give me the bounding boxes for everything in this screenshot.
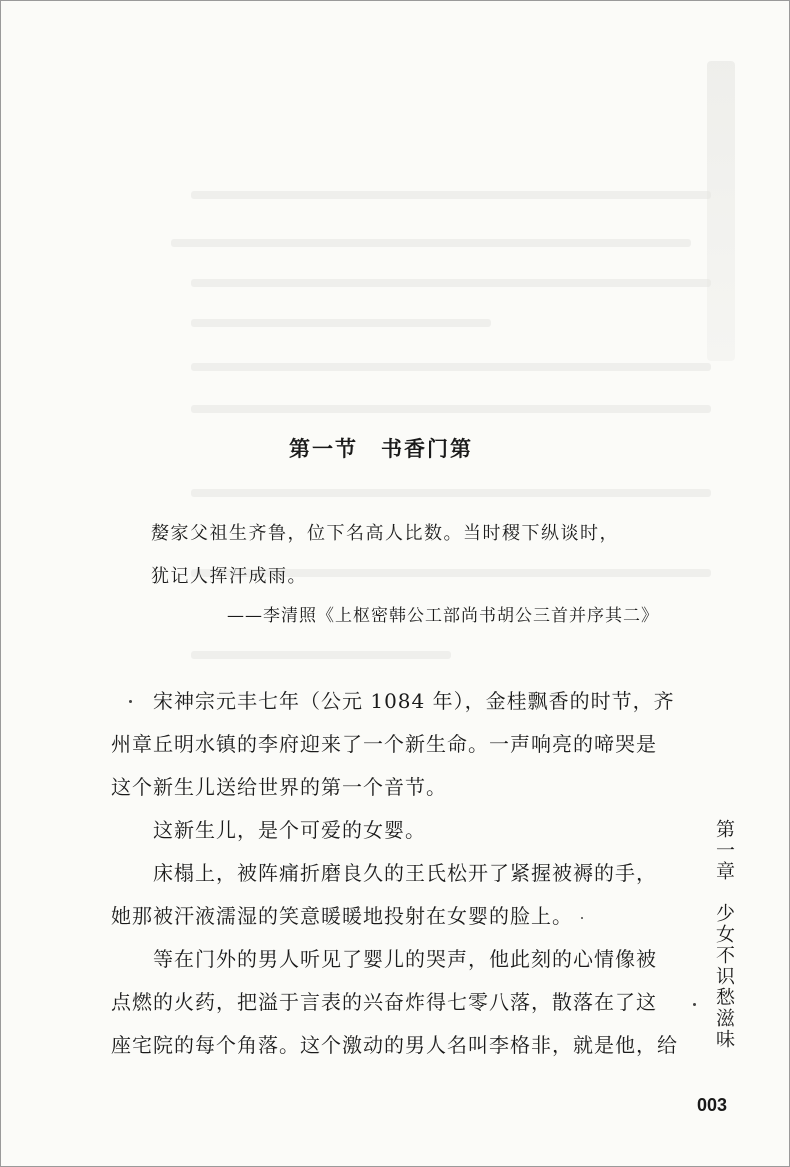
body-paragraph-line: 等在门外的男人听见了婴儿的哭声，他此刻的心情像被 xyxy=(153,947,657,971)
body-paragraph-line: 州章丘明水镇的李府迎来了一个新生命。一声响亮的啼哭是 xyxy=(111,732,657,756)
bleed-through-line xyxy=(191,651,451,659)
bleed-through-line xyxy=(191,319,491,327)
ink-speck xyxy=(693,1003,696,1006)
ink-speck xyxy=(581,917,583,919)
bleed-through-line xyxy=(171,239,691,247)
bleed-through-line xyxy=(191,279,711,287)
body-paragraph-line: 这新生儿，是个可爱的女婴。 xyxy=(153,818,426,842)
epigraph-line: 犹记人挥汗成雨。 xyxy=(151,566,307,587)
epigraph-attribution: ——李清照《上枢密韩公工部尚书胡公三首并序其二》 xyxy=(227,606,659,626)
bleed-through-line xyxy=(191,405,711,413)
body-paragraph-line: 点燃的火药，把溢于言表的兴奋炸得七零八落，散落在了这 xyxy=(111,990,657,1014)
bleed-through-line xyxy=(191,363,711,371)
body-paragraph-line: 这个新生儿送给世界的第一个音节。 xyxy=(111,775,447,799)
section-title: 第一节 书香门第 xyxy=(289,436,473,461)
page-number: 003 xyxy=(697,1095,728,1115)
body-paragraph-line: 她那被汗液濡湿的笑意暖暖地投射在女婴的脸上。 xyxy=(111,904,573,928)
body-paragraph-line: 座宅院的每个角落。这个激动的男人名叫李格非，就是他，给 xyxy=(111,1033,678,1057)
bleed-through-line xyxy=(191,191,711,199)
bleed-through-vertical xyxy=(707,61,735,361)
ink-speck xyxy=(129,700,132,703)
running-chapter-title: 第一章 少女不识愁滋味 xyxy=(713,819,735,1050)
body-paragraph-line: 宋神宗元丰七年（公元 1084 年），金桂飘香的时节，齐 xyxy=(153,689,675,713)
bleed-through-line xyxy=(191,489,711,497)
epigraph-line: 嫠家父祖生齐鲁，位下名高人比数。当时稷下纵谈时， xyxy=(151,523,619,544)
body-paragraph-line: 床榻上，被阵痛折磨良久的王氏松开了紧握被褥的手， xyxy=(153,861,657,885)
